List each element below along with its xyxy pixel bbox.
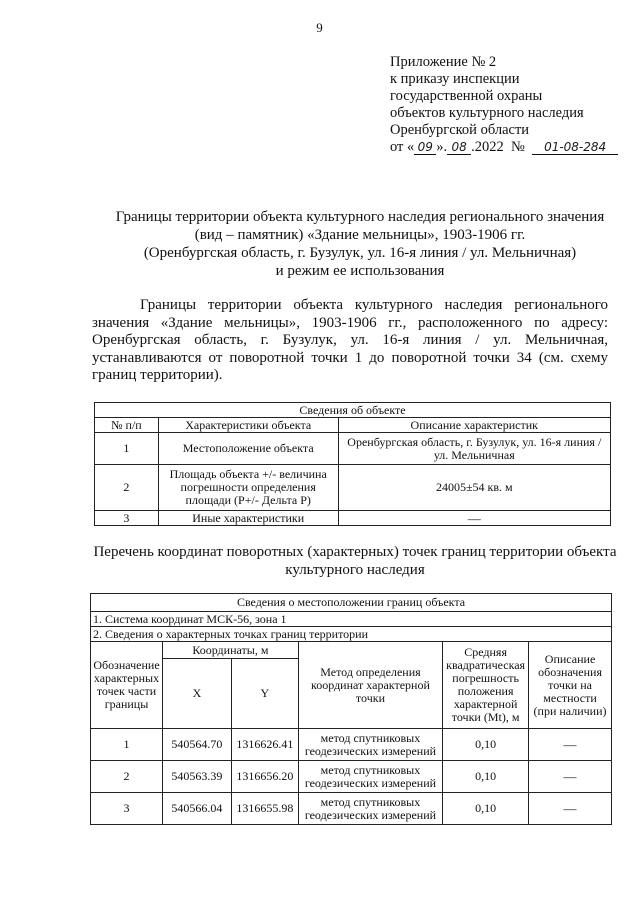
- row-description: —: [338, 511, 610, 526]
- point-error: 0,10: [443, 761, 529, 793]
- date-mid: ».: [436, 139, 448, 155]
- row-number: 1: [95, 433, 159, 465]
- point-x: 540564.70: [162, 729, 231, 761]
- row-characteristic: Иные характеристики: [158, 511, 338, 526]
- row-description: 24005±54 кв. м: [338, 465, 610, 511]
- coord-system: 1. Система координат МСК-56, зона 1: [91, 612, 612, 627]
- annex-line: государственной охраны: [390, 88, 543, 104]
- coord-heading: Перечень координат поворотных (характерных) точек границ территории объекта культурного наследия: [93, 544, 617, 578]
- table-row: [91, 761, 612, 793]
- date-year: .2022: [471, 139, 504, 155]
- table-row: [91, 729, 612, 761]
- point-id: 2: [91, 761, 163, 793]
- annex-header: [390, 54, 630, 156]
- point-y: 1316655.98: [231, 793, 298, 825]
- title-line: и режим ее использования: [275, 263, 445, 279]
- point-id: 3: [91, 793, 163, 825]
- header-y: Y: [231, 659, 298, 729]
- header-description: Описание характеристик: [338, 418, 610, 433]
- point-method: метод спутниковых геодезических измерений: [298, 793, 442, 825]
- annex-line: Приложение № 2: [390, 54, 497, 70]
- row-number: 3: [95, 511, 159, 526]
- object-info-table: [94, 402, 611, 526]
- number-value: 01-08-284: [532, 141, 618, 155]
- point-method: метод спутниковых геодезических измерений: [298, 761, 442, 793]
- point-error: 0,10: [443, 793, 529, 825]
- number-label: №: [511, 139, 525, 155]
- header-method: Метод определения координат характерной точки: [298, 642, 442, 729]
- annex-date-line: [390, 139, 630, 156]
- table-row: [95, 433, 611, 465]
- header-desc: Описание обозначения точки на местности (при наличии): [529, 642, 612, 729]
- row-number: 2: [95, 465, 159, 511]
- table-row: [95, 465, 611, 511]
- title-line: (Оренбургская область, г. Бузулук, ул. 16-я линия / ул. Мельничная): [143, 245, 577, 261]
- header-error: Средняя квадратическая погрешность положения характерной точки (Mt), м: [443, 642, 529, 729]
- point-desc: —: [529, 729, 612, 761]
- points-caption: 2. Сведения о характерных точках границ территории: [91, 627, 612, 642]
- intro-paragraph: Границы территории объекта культурного наследия регионального значения «Здание мельницы», 1903-1906 гг., расположенного по адресу: Оренбургская область, г. Бузулук, ул. 16-я линия / ул. Мельничная, устанавливаются от поворотной точки 1 до поворотной точки 34 (см. схему границ территории).: [92, 297, 608, 383]
- row-characteristic: Площадь объекта +/- величина погрешности определения площади (Р+/- Дельта Р): [158, 465, 338, 511]
- header-x: X: [162, 659, 231, 729]
- table-row: [91, 793, 612, 825]
- point-x: 540563.39: [162, 761, 231, 793]
- header-characteristic: Характеристики объекта: [158, 418, 338, 433]
- point-desc: —: [529, 761, 612, 793]
- header-point: Обозначение характерных точек части границы: [91, 642, 163, 729]
- title-line: (вид – памятник) «Здание мельницы», 1903-1906 гг.: [194, 227, 526, 243]
- object-table-caption: Сведения об объекте: [95, 403, 611, 418]
- point-method: метод спутниковых геодезических измерений: [298, 729, 442, 761]
- point-y: 1316626.41: [231, 729, 298, 761]
- coord-table-caption: Сведения о местоположении границ объекта: [91, 594, 612, 612]
- date-prefix: от «: [390, 139, 415, 155]
- annex-line: к приказу инспекции: [390, 71, 520, 87]
- document-title: [80, 208, 639, 280]
- point-id: 1: [91, 729, 163, 761]
- header-coords: Координаты, м: [162, 642, 298, 659]
- date-day: 09: [414, 141, 436, 155]
- date-month: 08: [447, 141, 471, 155]
- page-number: 9: [316, 20, 323, 35]
- coordinates-table: [90, 593, 612, 825]
- point-y: 1316656.20: [231, 761, 298, 793]
- title-line: Границы территории объекта культурного наследия регионального значения: [115, 209, 605, 225]
- header-number: № п/п: [95, 418, 159, 433]
- point-x: 540566.04: [162, 793, 231, 825]
- row-characteristic: Местоположение объекта: [158, 433, 338, 465]
- point-error: 0,10: [443, 729, 529, 761]
- row-description: Оренбургская область, г. Бузулук, ул. 16-я линия / ул. Мельничная: [338, 433, 610, 465]
- annex-line: объектов культурного наследия: [390, 105, 584, 121]
- table-row: [95, 511, 611, 526]
- point-desc: —: [529, 793, 612, 825]
- annex-line: Оренбургской области: [390, 122, 530, 138]
